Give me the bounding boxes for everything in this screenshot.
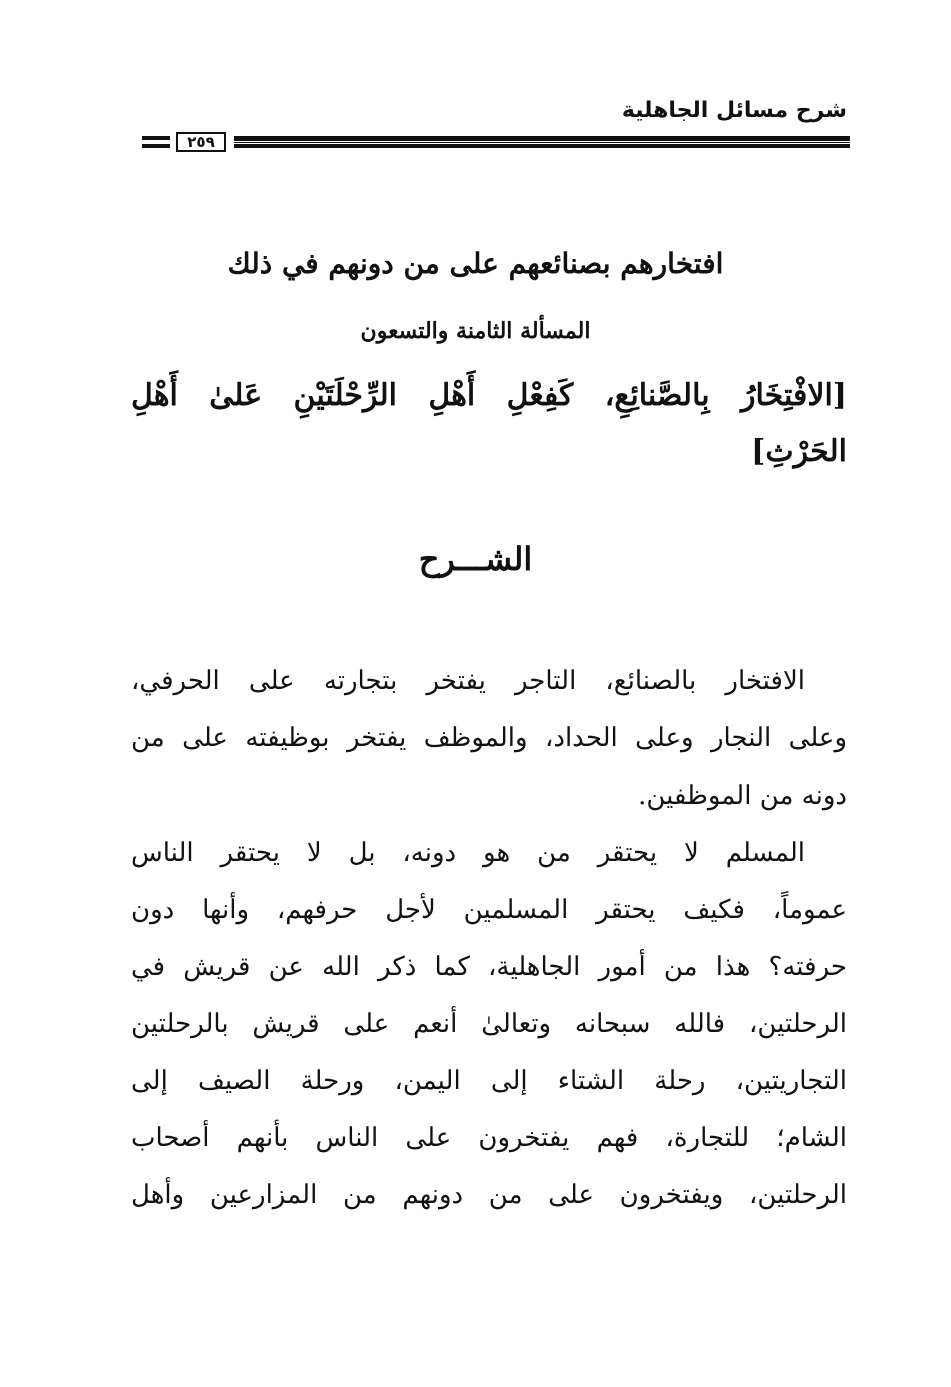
issue-title: المسألة الثامنة والتسعون (360, 318, 591, 344)
paragraph-line: عموماً، فكيف يحتقر المسلمين لأجل حرفهم، وأنها دون (131, 895, 847, 925)
paragraph-line: الرحلتين، فالله سبحانه وتعالىٰ أنعم على قريش بالرحلتين (131, 1009, 847, 1039)
paragraph-line: التجاريتين، رحلة الشتاء إلى اليمن، ورحلة الصيف إلى (131, 1066, 847, 1096)
page-number: ٢٥٩ (176, 132, 226, 152)
matn-text-line: [الافْتِخَارُ بِالصَّنائِعِ، كَفِعْلِ أَهْلِ الرِّحْلَتَيْنِ عَلىٰ أَهْلِ (131, 378, 847, 413)
chapter-title: افتخارهم بصنائعهم على من دونهم في ذلك (227, 247, 724, 280)
header-rule-line (234, 136, 850, 148)
header-rule (142, 132, 850, 152)
header-rule-stub (142, 136, 170, 148)
matn-text-line: الحَرْثِ] (751, 434, 847, 469)
paragraph-line: الشام؛ للتجارة، فهم يفتخرون على الناس بأنهم أصحاب (131, 1123, 847, 1153)
paragraph-line: المسلم لا يحتقر من هو دونه، بل لا يحتقر الناس (131, 838, 805, 868)
paragraph-line: وعلى النجار وعلى الحداد، والموظف يفتخر بوظيفته على من (131, 723, 847, 753)
paragraph-line: حرفته؟ هذا من أمور الجاهلية، كما ذكر الله عن قريش في (131, 952, 847, 982)
paragraph-line: الرحلتين، ويفتخرون على من دونهم من المزارعين وأهل (131, 1180, 847, 1210)
paragraph-line: دونه من الموظفين. (638, 781, 847, 811)
running-header-title: شرح مسائل الجاهلية (621, 98, 847, 123)
sharh-heading: الشـــرح (418, 540, 533, 578)
paragraph-line: الافتخار بالصنائع، التاجر يفتخر بتجارته على الحرفي، (131, 666, 805, 696)
